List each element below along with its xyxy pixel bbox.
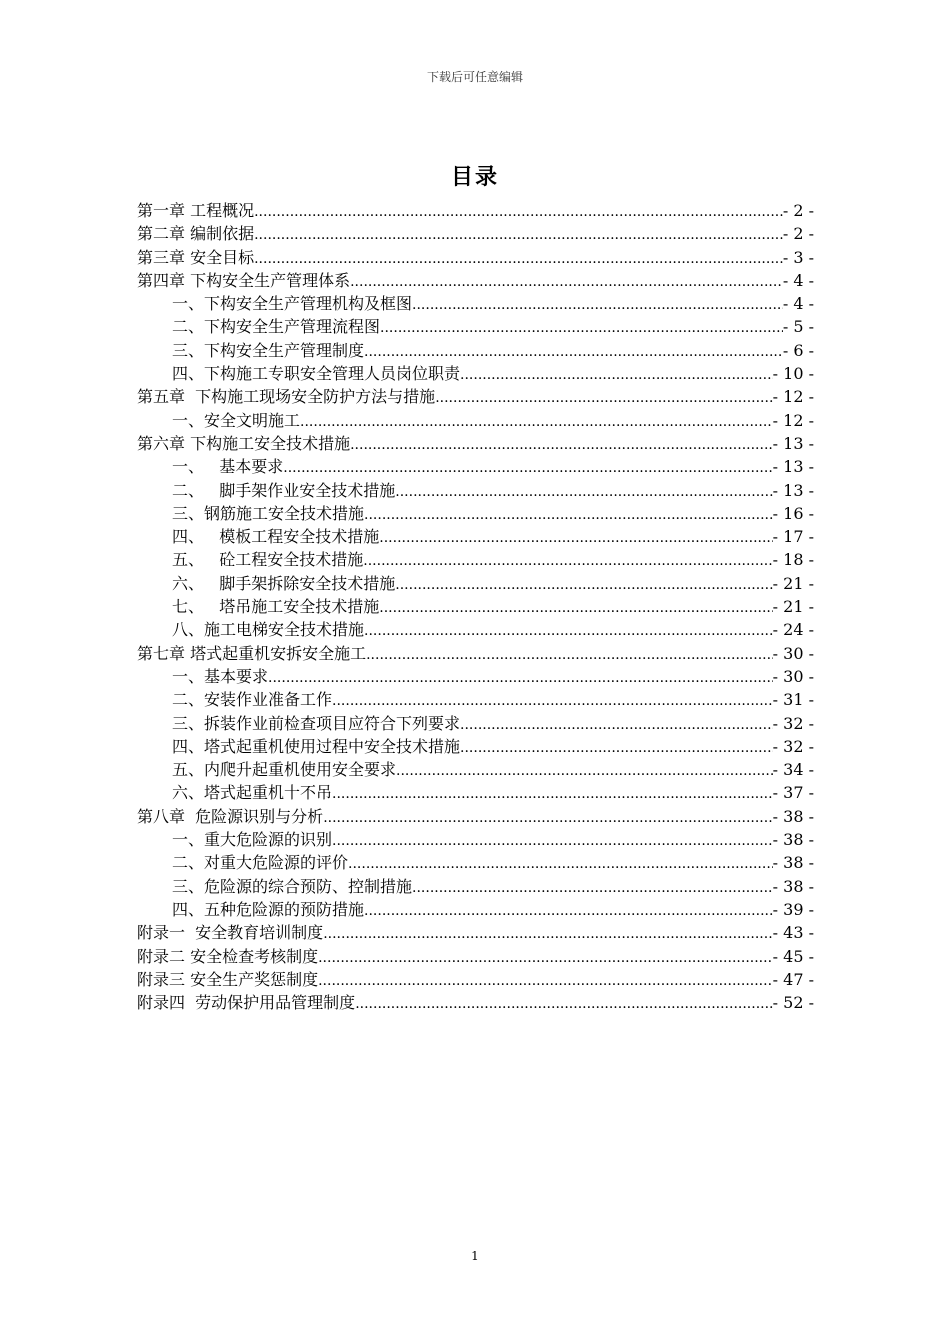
toc-entry-label: 附录二 安全检查考核制度 bbox=[137, 946, 319, 966]
toc-entry-label: 六、 脚手架拆除安全技术措施 bbox=[172, 573, 396, 593]
toc-entry-page: - 17 - bbox=[772, 527, 814, 547]
toc-entry-page: - 6 - bbox=[782, 340, 814, 360]
toc-entry-label: 第二章 编制依据 bbox=[137, 224, 255, 244]
toc-entry-page: - 16 - bbox=[772, 503, 814, 523]
toc-entry[interactable] bbox=[137, 315, 814, 338]
toc-leader-dots bbox=[254, 248, 783, 271]
toc-entry-page: - 21 - bbox=[772, 597, 814, 617]
toc-entry-label: 第八章 危险源识别与分析 bbox=[137, 806, 324, 826]
toc-leader-dots bbox=[355, 993, 772, 1016]
toc-leader-dots bbox=[300, 411, 773, 434]
toc-entry-label: 二、下构安全生产管理流程图 bbox=[172, 317, 381, 337]
toc-entry[interactable] bbox=[137, 875, 814, 898]
toc-entry-label: 第一章 工程概况 bbox=[137, 201, 255, 220]
toc-entry[interactable] bbox=[137, 409, 814, 432]
toc-entry-page: - 12 - bbox=[772, 410, 814, 430]
table-of-contents bbox=[137, 199, 814, 1014]
toc-entry-page: - 38 - bbox=[772, 853, 814, 873]
toc-entry-label: 八、施工电梯安全技术措施 bbox=[172, 620, 365, 640]
toc-leader-dots bbox=[332, 830, 773, 853]
toc-leader-dots bbox=[348, 853, 773, 876]
toc-entry-label: 四、下构施工专职安全管理人员岗位职责 bbox=[172, 364, 461, 384]
toc-entry[interactable] bbox=[137, 199, 814, 222]
toc-entry[interactable] bbox=[137, 805, 814, 828]
toc-entry-label: 二、安装作业准备工作 bbox=[172, 690, 333, 710]
toc-entry-label: 一、重大危险源的识别 bbox=[172, 830, 333, 850]
toc-entry-label: 第六章 下构施工安全技术措施 bbox=[137, 433, 351, 453]
toc-entry-page: - 37 - bbox=[772, 783, 814, 803]
toc-entry-page: - 30 - bbox=[772, 666, 814, 686]
toc-entry[interactable] bbox=[137, 968, 814, 991]
toc-leader-dots bbox=[318, 970, 773, 993]
toc-entry[interactable] bbox=[137, 502, 814, 525]
page-number: 1 bbox=[471, 1249, 479, 1263]
toc-entry[interactable] bbox=[137, 828, 814, 851]
toc-leader-dots bbox=[323, 807, 772, 830]
toc-entry-page: - 43 - bbox=[772, 923, 814, 943]
toc-entry-label: 第三章 安全目标 bbox=[137, 247, 255, 267]
toc-entry-label: 三、危险源的综合预防、控制措施 bbox=[172, 876, 413, 896]
toc-entry-label: 三、下构安全生产管理制度 bbox=[172, 340, 365, 360]
toc-entry[interactable] bbox=[137, 665, 814, 688]
toc-entry-page: - 18 - bbox=[772, 550, 814, 570]
toc-leader-dots bbox=[379, 527, 772, 550]
toc-leader-dots bbox=[364, 620, 773, 643]
toc-entry[interactable] bbox=[137, 432, 814, 455]
toc-leader-dots bbox=[363, 550, 772, 573]
toc-leader-dots bbox=[379, 597, 772, 620]
toc-entry-page: - 4 - bbox=[782, 270, 814, 290]
toc-entry-page: - 38 - bbox=[772, 806, 814, 826]
toc-entry-label: 一、下构安全生产管理机构及框图 bbox=[172, 294, 413, 314]
toc-entry-page: - 13 - bbox=[772, 457, 814, 477]
toc-entry-page: - 38 - bbox=[772, 876, 814, 896]
toc-entry-page: - 47 - bbox=[772, 969, 814, 989]
toc-leader-dots bbox=[318, 947, 773, 970]
toc-entry-page: - 34 - bbox=[772, 760, 814, 780]
toc-leader-dots bbox=[332, 783, 773, 806]
toc-entry-label: 第五章 下构施工现场安全防护方法与措施 bbox=[137, 387, 436, 407]
toc-leader-dots bbox=[395, 574, 772, 597]
toc-entry[interactable] bbox=[137, 455, 814, 478]
toc-leader-dots bbox=[396, 760, 773, 783]
toc-entry-page: - 4 - bbox=[782, 294, 814, 314]
toc-entry-page: - 3 - bbox=[782, 247, 814, 267]
toc-entry-label: 三、拆装作业前检查项目应符合下列要求 bbox=[172, 713, 461, 733]
toc-entry[interactable] bbox=[137, 712, 814, 735]
toc-entry-label: 附录三 安全生产奖惩制度 bbox=[137, 969, 319, 989]
toc-entry-label: 三、钢筋施工安全技术措施 bbox=[172, 503, 365, 523]
toc-leader-dots bbox=[254, 224, 783, 247]
toc-entry-label: 六、塔式起重机十不吊 bbox=[172, 783, 333, 803]
toc-entry-page: - 12 - bbox=[772, 387, 814, 407]
toc-entry[interactable] bbox=[137, 735, 814, 758]
toc-entry[interactable] bbox=[137, 618, 814, 641]
toc-entry-page: - 2 - bbox=[782, 224, 814, 244]
toc-leader-dots bbox=[350, 434, 773, 457]
toc-leader-dots bbox=[460, 737, 773, 760]
toc-entry-label: 二、对重大危险源的评价 bbox=[172, 853, 349, 873]
toc-entry-label: 附录一 安全教育培训制度 bbox=[137, 923, 324, 943]
toc-entry[interactable] bbox=[137, 525, 814, 548]
toc-entry-label: 四、塔式起重机使用过程中安全技术措施 bbox=[172, 736, 461, 756]
toc-entry-label: 一、 基本要求 bbox=[172, 457, 284, 477]
toc-entry[interactable] bbox=[137, 339, 814, 362]
toc-entry[interactable] bbox=[137, 642, 814, 665]
toc-entry-page: - 24 - bbox=[772, 620, 814, 640]
toc-entry[interactable] bbox=[137, 781, 814, 804]
toc-entry[interactable] bbox=[137, 362, 814, 385]
toc-leader-dots bbox=[364, 341, 783, 364]
toc-leader-dots bbox=[412, 877, 773, 900]
toc-leader-dots bbox=[364, 504, 773, 527]
toc-entry[interactable] bbox=[137, 898, 814, 921]
toc-entry-page: - 45 - bbox=[772, 946, 814, 966]
toc-entry[interactable] bbox=[137, 292, 814, 315]
toc-entry-page: - 21 - bbox=[772, 573, 814, 593]
toc-leader-dots bbox=[254, 201, 783, 224]
toc-entry[interactable] bbox=[137, 921, 814, 944]
toc-entry[interactable] bbox=[137, 269, 814, 292]
toc-entry[interactable] bbox=[137, 851, 814, 874]
toc-entry[interactable] bbox=[137, 945, 814, 968]
toc-entry-page: - 13 - bbox=[772, 480, 814, 500]
toc-leader-dots bbox=[350, 271, 783, 294]
toc-entry-page: - 2 - bbox=[782, 201, 814, 220]
toc-leader-dots bbox=[412, 294, 783, 317]
toc-leader-dots bbox=[366, 644, 773, 667]
toc-entry-label: 一、安全文明施工 bbox=[172, 410, 301, 430]
toc-leader-dots bbox=[460, 714, 773, 737]
toc-entry-page: - 30 - bbox=[772, 643, 814, 663]
toc-leader-dots bbox=[323, 923, 772, 946]
toc-leader-dots bbox=[395, 481, 772, 504]
toc-entry-page: - 5 - bbox=[782, 317, 814, 337]
toc-entry-label: 第四章 下构安全生产管理体系 bbox=[137, 270, 351, 290]
toc-entry-label: 附录四 劳动保护用品管理制度 bbox=[137, 993, 356, 1013]
toc-entry[interactable] bbox=[137, 991, 814, 1014]
toc-entry[interactable] bbox=[137, 222, 814, 245]
toc-entry-page: - 52 - bbox=[772, 993, 814, 1013]
toc-entry-page: - 32 - bbox=[772, 713, 814, 733]
toc-leader-dots bbox=[435, 387, 772, 410]
toc-entry-page: - 32 - bbox=[772, 736, 814, 756]
toc-entry-label: 第七章 塔式起重机安拆安全施工 bbox=[137, 643, 367, 663]
toc-leader-dots bbox=[332, 690, 773, 713]
toc-entry-label: 七、 塔吊施工安全技术措施 bbox=[172, 597, 380, 617]
toc-entry[interactable] bbox=[137, 595, 814, 618]
toc-entry-label: 四、五种危险源的预防措施 bbox=[172, 899, 365, 919]
toc-entry[interactable] bbox=[137, 548, 814, 571]
toc-entry-label: 四、 模板工程安全技术措施 bbox=[172, 527, 380, 547]
toc-entry-page: - 38 - bbox=[772, 830, 814, 850]
toc-leader-dots bbox=[460, 364, 773, 387]
toc-entry-page: - 13 - bbox=[772, 433, 814, 453]
toc-entry[interactable] bbox=[137, 385, 814, 408]
toc-leader-dots bbox=[364, 900, 773, 923]
toc-entry-page: - 10 - bbox=[772, 364, 814, 384]
toc-entry-label: 二、 脚手架作业安全技术措施 bbox=[172, 480, 396, 500]
toc-leader-dots bbox=[268, 667, 773, 690]
page-header: 下载后可任意编辑 bbox=[426, 70, 523, 84]
toc-entry[interactable] bbox=[137, 758, 814, 781]
toc-entry[interactable] bbox=[137, 572, 814, 595]
toc-entry-page: - 31 - bbox=[772, 690, 814, 710]
toc-entry[interactable] bbox=[137, 246, 814, 269]
toc-entry-page: - 39 - bbox=[772, 899, 814, 919]
toc-entry-label: 一、基本要求 bbox=[172, 666, 269, 686]
toc-leader-dots bbox=[380, 317, 783, 340]
toc-leader-dots bbox=[283, 457, 772, 480]
toc-entry[interactable] bbox=[137, 479, 814, 502]
toc-entry-label: 五、内爬升起重机使用安全要求 bbox=[172, 760, 397, 780]
toc-entry[interactable] bbox=[137, 688, 814, 711]
toc-title: 目录 bbox=[450, 164, 499, 190]
toc-entry-label: 五、 砼工程安全技术措施 bbox=[172, 550, 364, 570]
